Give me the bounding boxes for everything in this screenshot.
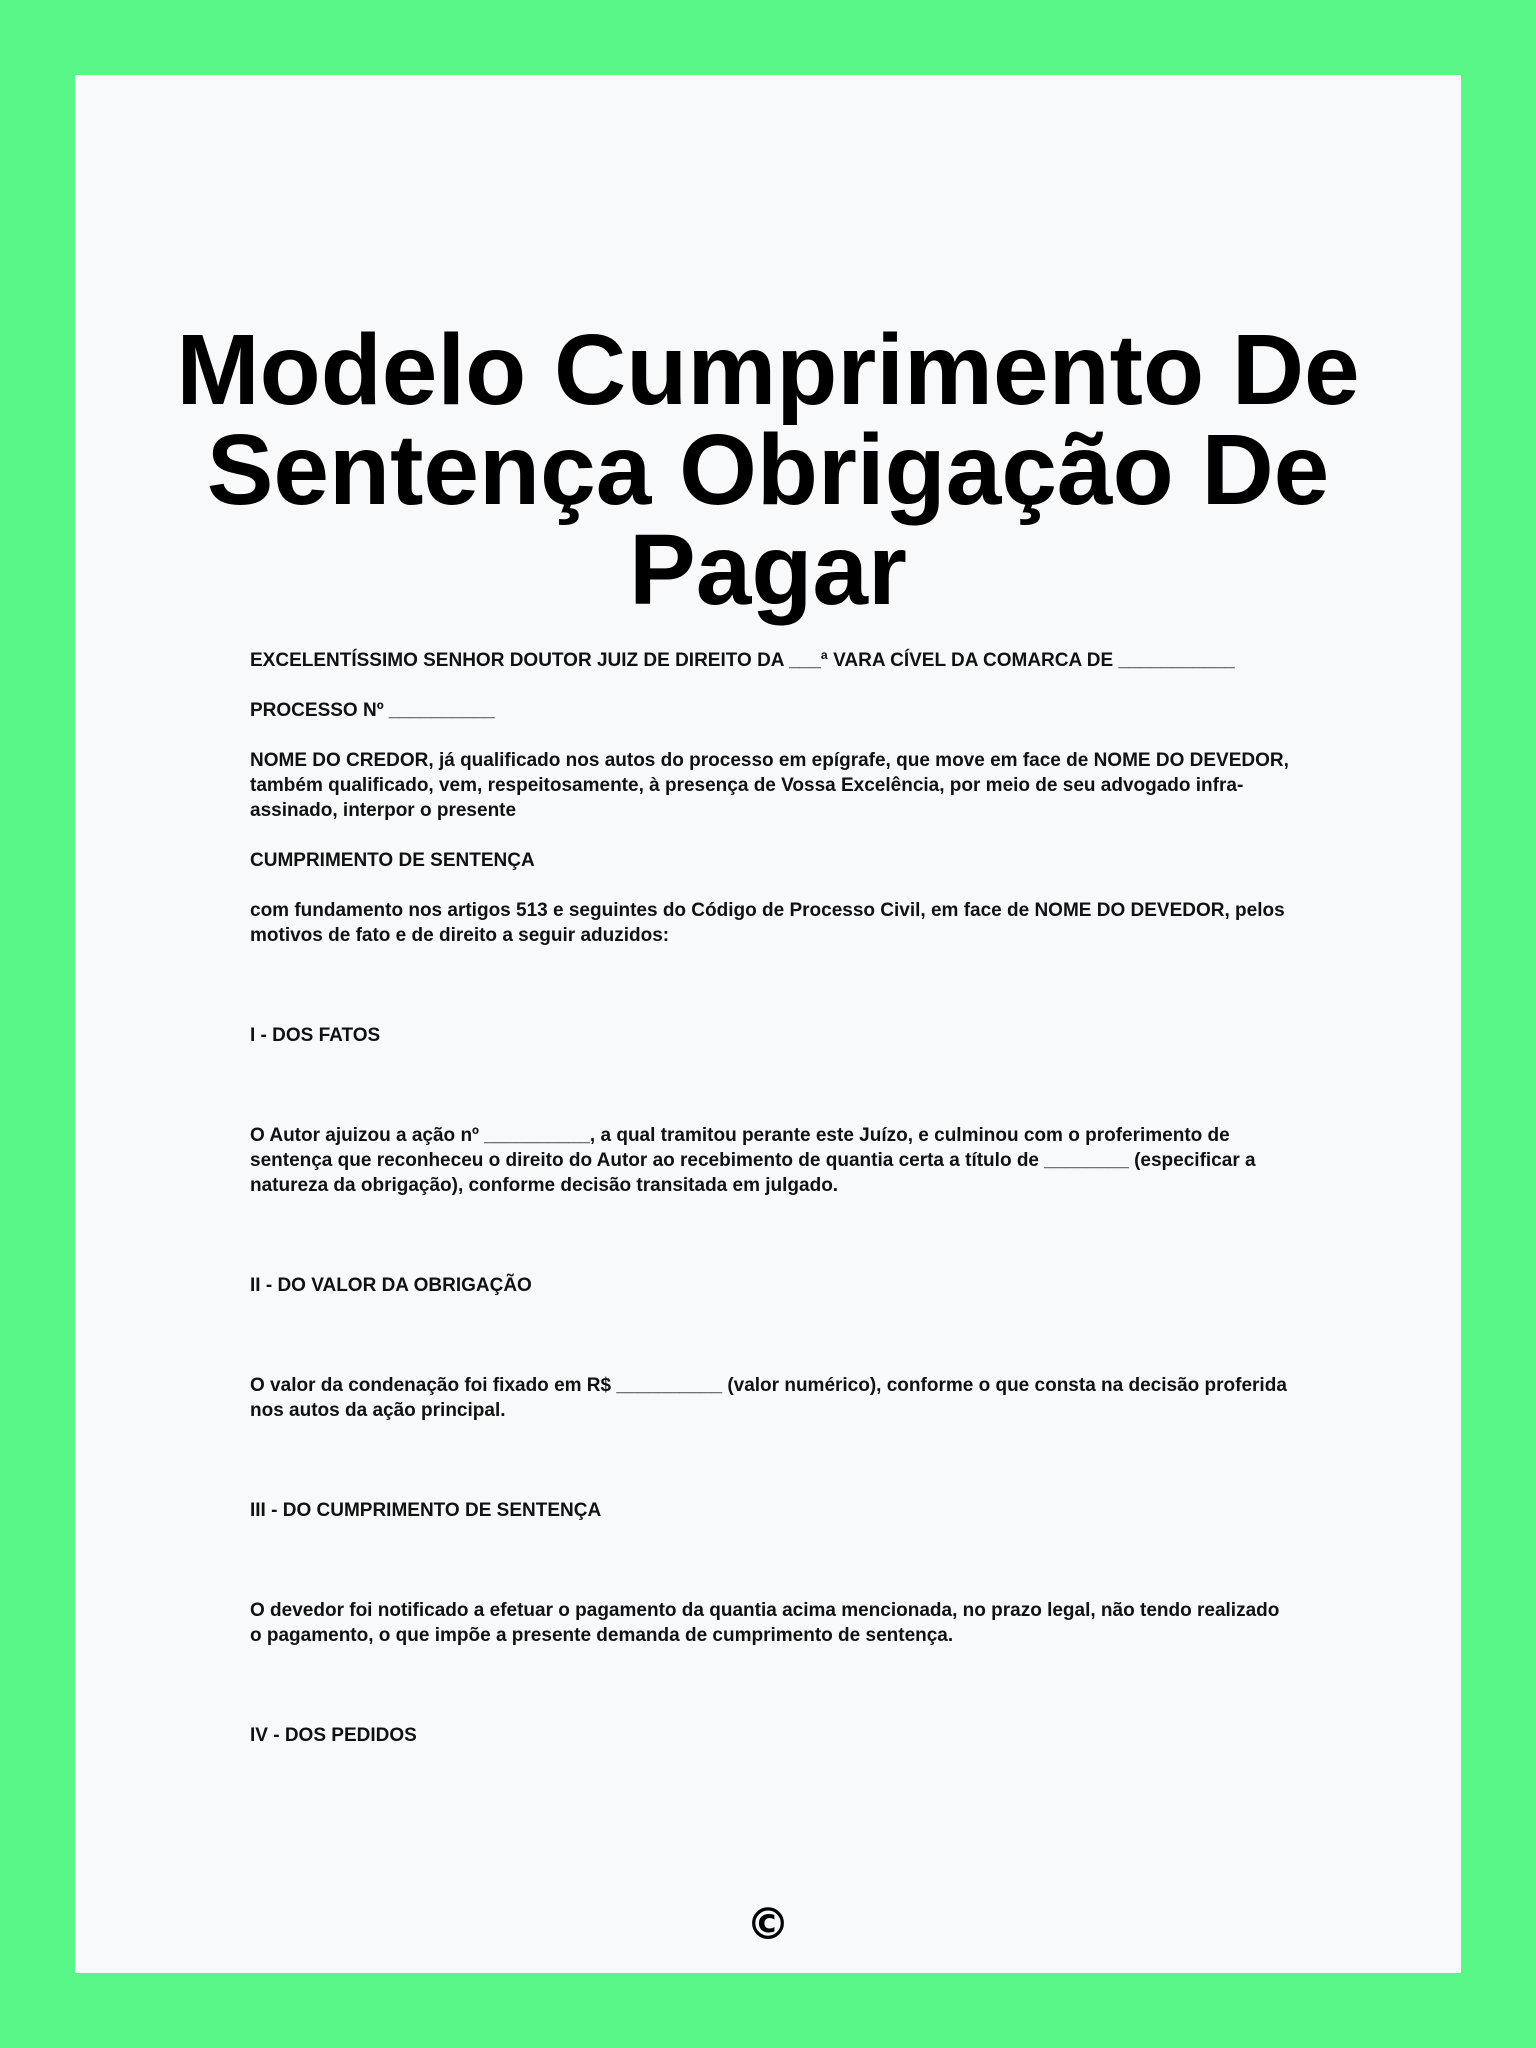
facts-paragraph: O Autor ajuizou a ação nº __________, a qual tramitou perante este Juízo, e culminou com o proferimento de sentença que reconheceu o direito do Autor ao recebimento de quantia certa a título de ________ (especificar a natureza da obrigação), conforme decisão transitada em julgado. <box>250 1125 1256 1196</box>
title-line: Pagar <box>629 514 907 626</box>
addressee-line: EXCELENTÍSSIMO SENHOR DOUTOR JUIZ DE DIREITO DA ___ª VARA CÍVEL DA COMARCA DE ___________ <box>250 650 1235 671</box>
value-paragraph: O valor da condenação foi fixado em R$ __________ (valor numérico), conforme o que consta na decisão proferida nos autos da ação principal. <box>250 1375 1287 1421</box>
process-number-line: PROCESSO Nº __________ <box>250 700 495 721</box>
section-heading-requests: IV - DOS PEDIDOS <box>250 1725 417 1746</box>
section-heading-enforcement: III - DO CUMPRIMENTO DE SENTENÇA <box>250 1500 602 1521</box>
section-heading-value: II - DO VALOR DA OBRIGAÇÃO <box>250 1275 532 1296</box>
title-line: Sentença Obrigação De <box>206 414 1330 526</box>
intro-paragraph: NOME DO CREDOR, já qualificado nos autos do processo em epígrafe, que move em face de NOME DO DEVEDOR, também qualificado, vem, respeitosamente, à presença de Vossa Excelência, por meio de seu advogado infra-assinado, interpor o presente <box>250 750 1289 821</box>
enforcement-paragraph: O devedor foi notificado a efetuar o pagamento da quantia acima mencionada, no prazo legal, não tendo realizado o pagamento, o que impõe a presente demanda de cumprimento de sentença. <box>250 1600 1280 1646</box>
section-heading-facts: I - DOS FATOS <box>250 1025 381 1046</box>
copyright-icon: © <box>746 1899 790 1950</box>
title-line: Modelo Cumprimento De <box>176 314 1360 426</box>
action-title: CUMPRIMENTO DE SENTENÇA <box>250 850 535 871</box>
document-title <box>75 314 1461 626</box>
document-page <box>75 75 1461 1973</box>
legal-basis-paragraph: com fundamento nos artigos 513 e seguintes do Código de Processo Civil, em face de NOME DO DEVEDOR, pelos motivos de fato e de direito a seguir aduzidos: <box>250 900 1285 946</box>
